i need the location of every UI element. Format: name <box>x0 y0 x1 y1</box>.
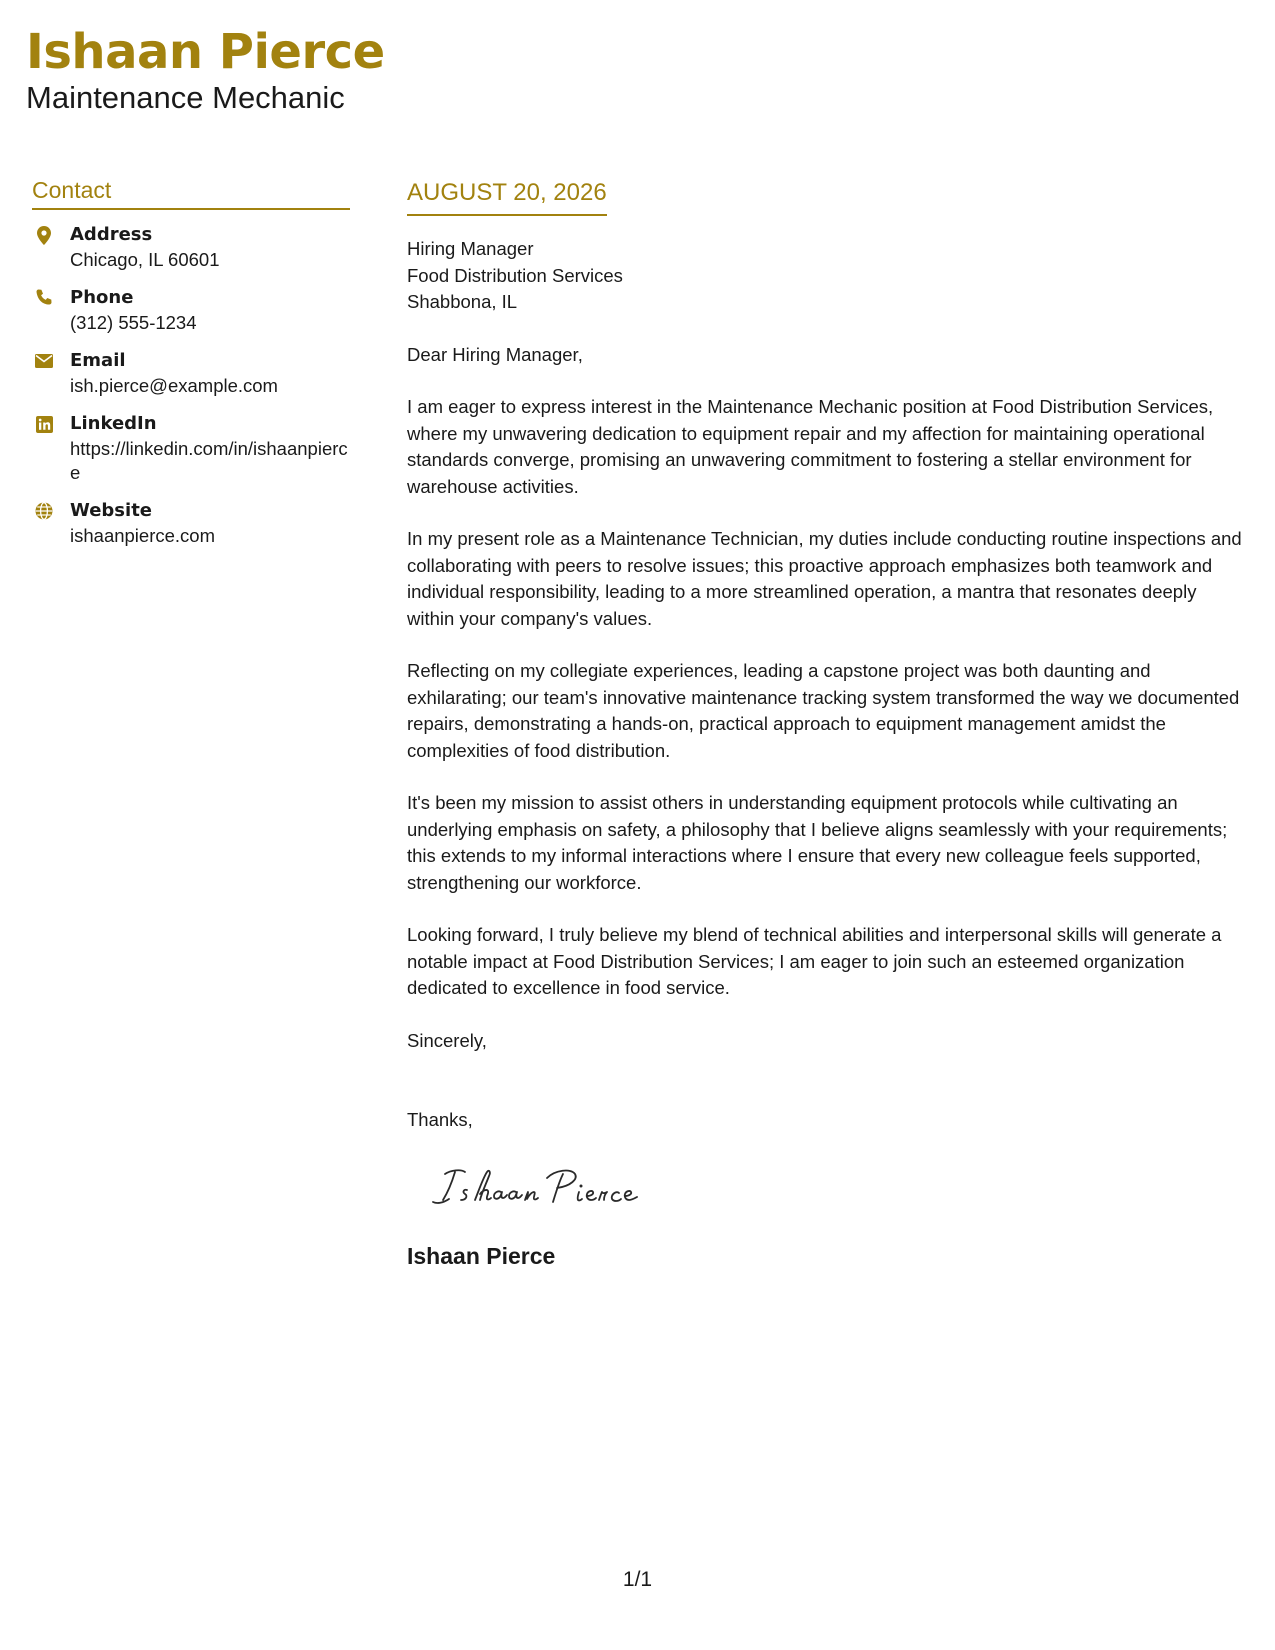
contact-value: Chicago, IL 60601 <box>70 249 220 270</box>
closing: Sincerely, <box>407 1029 487 1051</box>
recipient-title: Hiring Manager <box>407 238 534 259</box>
recipient-company: Food Distribution Services <box>407 264 623 286</box>
resume-header <box>26 22 385 116</box>
contact-item-address <box>32 222 350 272</box>
contact-item-website <box>32 498 350 548</box>
body-paragraph: Reflecting on my collegiate experiences, leading a capstone project was both daunting and exhilarating; our team's innovative maintenance tracking system transformed the way we documented repairs, demonstrating a hands-on, practical approach to equipment management amidst the complexities of food distribution. <box>407 660 1240 761</box>
body-paragraph: In my present role as a Maintenance Technician, my duties include conducting routine inspections and collaborating with peers to resolve issues; this proactive approach emphasizes both teamwork and individual responsibility, leading to a more streamlined operation, a mantra that resonates deeply within your company's values. <box>407 528 1242 629</box>
salutation: Dear Hiring Manager, <box>407 343 583 365</box>
candidate-name: Ishaan Pierce <box>26 24 385 80</box>
contact-item-linkedin <box>32 411 350 485</box>
phone-icon <box>34 288 54 308</box>
handwritten-signature <box>427 1162 667 1214</box>
signer-name: Ishaan Pierce <box>407 1242 556 1269</box>
map-pin-icon <box>34 225 54 245</box>
recipient-location: Shabbona, IL <box>407 291 518 312</box>
envelope-icon <box>34 351 54 371</box>
cover-letter <box>407 178 1247 1270</box>
linkedin-icon <box>34 414 54 434</box>
contact-sidebar <box>32 176 350 561</box>
contact-section-title: Contact <box>32 176 350 210</box>
contact-item-email <box>32 348 350 398</box>
contact-label: Phone <box>70 287 134 308</box>
contact-list <box>32 222 350 548</box>
thanks-line: Thanks, <box>407 1109 473 1130</box>
globe-icon <box>34 501 54 521</box>
page-number: 1/1 <box>622 1568 653 1591</box>
contact-value: ish.pierce@example.com <box>70 375 278 396</box>
contact-link[interactable]: https://linkedin.com/in/ishaanpierce <box>70 438 348 483</box>
contact-label: Email <box>70 350 126 371</box>
contact-link[interactable]: ishaanpierce.com <box>70 525 215 546</box>
contact-label: Website <box>70 500 153 521</box>
body-paragraph: Looking forward, I truly believe my blend of technical abilities and interpersonal skills will generate a notable impact at Food Distribution Services; I am eager to join such an esteemed organization dedicated to excellence in food service. <box>407 924 1222 998</box>
contact-value: (312) 555-1234 <box>70 312 197 333</box>
contact-label: LinkedIn <box>70 413 157 434</box>
letter-date: AUGUST 20, 2026 <box>407 179 607 206</box>
body-paragraph: It's been my mission to assist others in understanding equipment protocols while cultivating an underlying emphasis on safety, a philosophy that I believe aligns seamlessly with your requirements; this extends to my informal interactions where I ensure that every new colleague feels supported, strengthening our workforce. <box>407 792 1228 893</box>
contact-item-phone <box>32 285 350 335</box>
recipient-block <box>407 236 1247 316</box>
date-block <box>407 178 607 216</box>
job-title: Maintenance Mechanic <box>26 80 345 115</box>
body-paragraph: I am eager to express interest in the Maintenance Mechanic position at Food Distribution Services, where my unwavering dedication to equipment repair and my affection for maintaining operational standards converge, promising an unwavering commitment to fostering a stellar environment for warehouse activities. <box>407 396 1214 497</box>
contact-label: Address <box>70 224 153 245</box>
